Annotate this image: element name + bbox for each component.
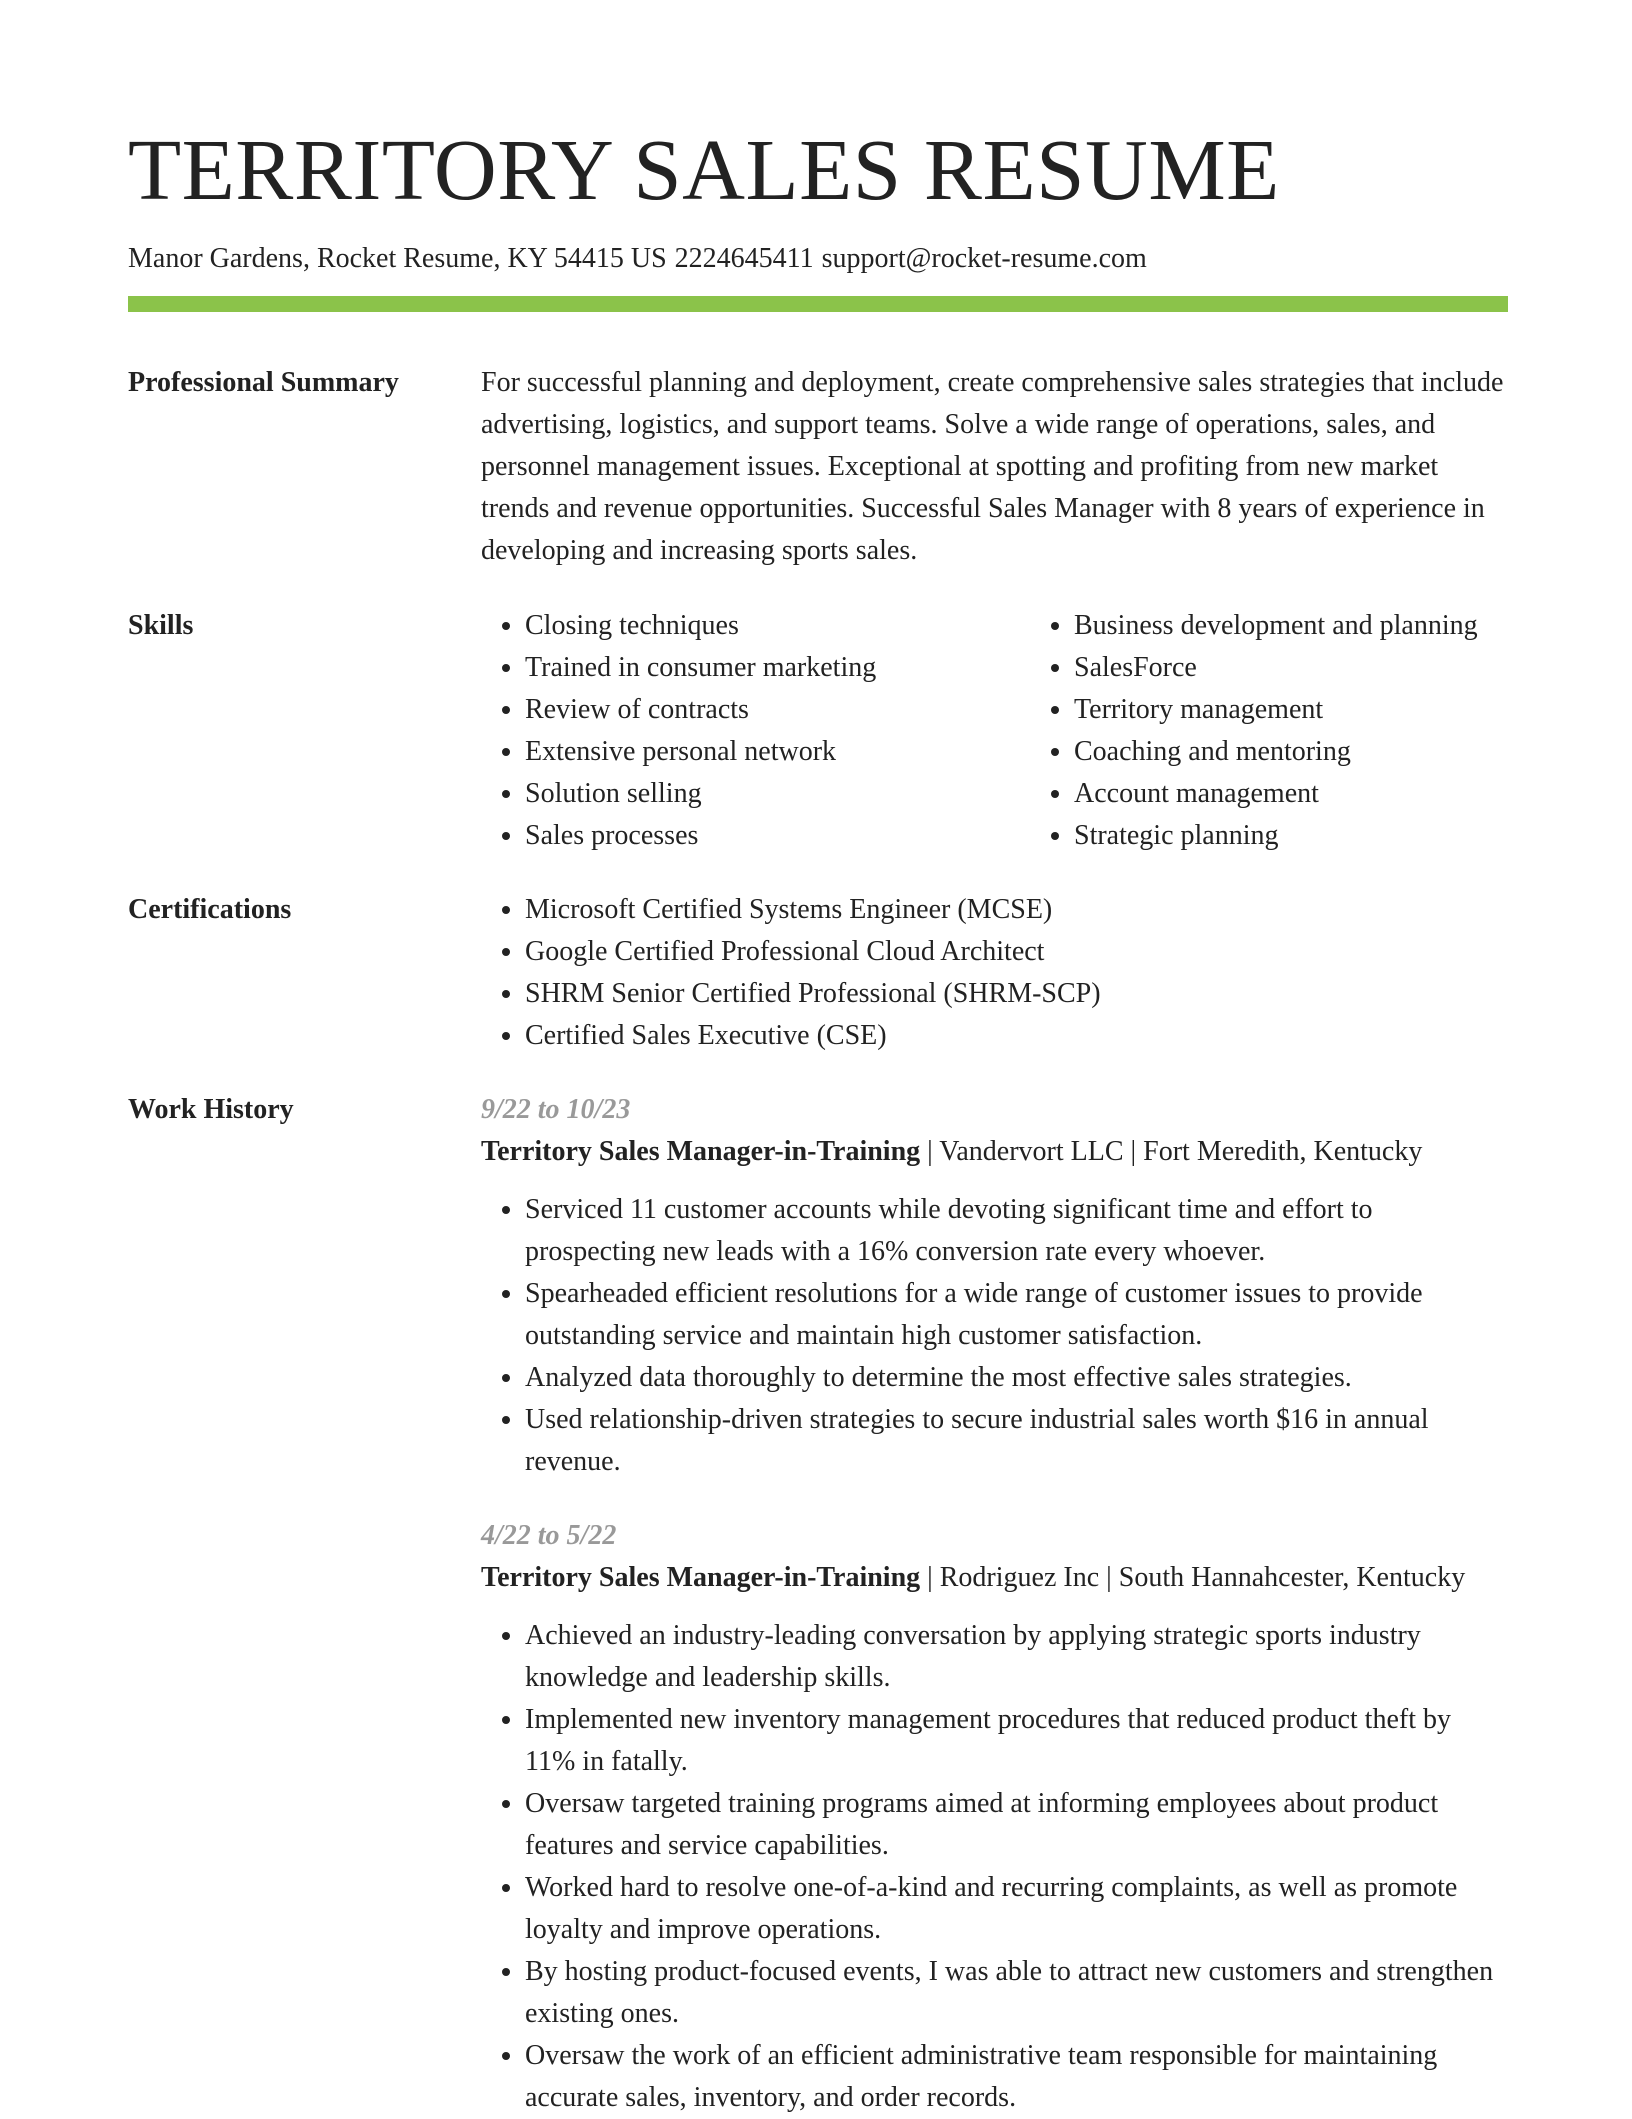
job-entry (481, 1089, 1508, 1483)
skill-item: • Solution selling (525, 773, 1030, 815)
contact-phone: 2224645411 (674, 243, 814, 274)
job-title: Territory Sales Manager-in-Training (481, 1562, 921, 1593)
skills-list-right (1030, 605, 1594, 857)
job-bullet: • Serviced 11 customer accounts while devoting significant time and effort to prospecting new leads with a 16% conversion rate every whoever. (525, 1189, 1508, 1273)
skill-item: • Review of contracts (525, 689, 1030, 731)
certification-item: • Google Certified Professional Cloud Architect (525, 931, 1508, 973)
job-bullets (481, 1189, 1508, 1483)
job-company: Rodriguez Inc (939, 1562, 1100, 1593)
certifications-list (481, 889, 1508, 1057)
job-bullet: • Used relationship-driven strategies to secure industrial sales worth $16 in annual revenue. (525, 1399, 1508, 1483)
certifications-body (481, 889, 1508, 1057)
contact-line (128, 242, 1508, 276)
header-divider (128, 296, 1508, 312)
skill-item: • Strategic planning (1074, 815, 1594, 857)
skill-item: • Trained in consumer marketing (525, 647, 1030, 689)
certification-item: • SHRM Senior Certified Professional (SHRM-SCP) (525, 973, 1508, 1015)
job-heading: Territory Sales Manager-in-Training | Vandervort LLC | Fort Meredith, Kentucky (481, 1136, 1423, 1167)
job-entry (481, 1515, 1508, 2119)
section-work-history (128, 1089, 1508, 2119)
contact-email: support@rocket-resume.com (821, 243, 1147, 274)
job-bullet: • Analyzed data thoroughly to determine the most effective sales strategies. (525, 1357, 1508, 1399)
job-heading: Territory Sales Manager-in-Training | Rodriguez Inc | South Hannahcester, Kentucky (481, 1562, 1466, 1593)
summary-text: For successful planning and deployment, create comprehensive sales strategies that include advertising, logistics, and support teams. Solve a wide range of operations, sales, and personnel management issues. Exceptional at spotting and profiting from new market trends and revenue opportunities. Successful Sales Manager with 8 years of experience in developing and increasing sports sales. (481, 367, 1504, 566)
section-label-skills: Skills (128, 610, 194, 641)
section-label-certifications: Certifications (128, 894, 292, 925)
skill-item: • Business development and planning (1074, 605, 1594, 647)
skill-item: • Extensive personal network (525, 731, 1030, 773)
job-bullet: • Oversaw targeted training programs aimed at informing employees about product features and service capabilities. (525, 1783, 1508, 1867)
job-bullet: • Achieved an industry-leading conversation by applying strategic sports industry knowledge and leadership skills. (525, 1615, 1508, 1699)
certification-item: • Certified Sales Executive (CSE) (525, 1015, 1508, 1057)
job-bullet: • Implemented new inventory management procedures that reduced product theft by 11% in fatally. (525, 1699, 1508, 1783)
section-professional-summary (128, 362, 1508, 572)
job-location: South Hannahcester, Kentucky (1118, 1562, 1466, 1593)
section-label-summary: Professional Summary (128, 367, 399, 398)
job-dates: 9/22 to 10/23 (481, 1094, 631, 1125)
skills-list-left (481, 605, 1030, 857)
job-title: Territory Sales Manager-in-Training (481, 1136, 921, 1167)
work-history-body (481, 1089, 1508, 2119)
section-certifications (128, 889, 1508, 1057)
job-dates: 4/22 to 5/22 (481, 1520, 617, 1551)
section-label-work-history: Work History (128, 1094, 294, 1125)
skill-item: • Sales processes (525, 815, 1030, 857)
skill-item: • Territory management (1074, 689, 1594, 731)
job-bullet: • Spearheaded efficient resolutions for a wide range of customer issues to provide outstanding service and maintain high customer satisfaction. (525, 1273, 1508, 1357)
resume-page (128, 0, 1508, 2119)
skill-item: • Account management (1074, 773, 1594, 815)
skill-item: • Closing techniques (525, 605, 1030, 647)
skills-body (481, 605, 1594, 857)
job-location: Fort Meredith, Kentucky (1143, 1136, 1423, 1167)
certification-item: • Microsoft Certified Systems Engineer (MCSE) (525, 889, 1508, 931)
job-bullets (481, 1615, 1508, 2119)
resume-title: TERRITORY SALES RESUME (128, 121, 1280, 218)
section-skills (128, 605, 1508, 857)
job-bullet: • Oversaw the work of an efficient administrative team responsible for maintaining accurate sales, inventory, and order records. (525, 2035, 1508, 2119)
job-bullet: • By hosting product-focused events, I was able to attract new customers and strengthen existing ones. (525, 1951, 1508, 2035)
job-bullet: • Worked hard to resolve one-of-a-kind and recurring complaints, as well as promote loyalty and improve operations. (525, 1867, 1508, 1951)
skills-grid (481, 605, 1594, 857)
job-company: Vandervort LLC (939, 1136, 1124, 1167)
skill-item: • SalesForce (1074, 647, 1594, 689)
contact-address: Manor Gardens, Rocket Resume, KY 54415 US (128, 243, 667, 274)
skill-item: • Coaching and mentoring (1074, 731, 1594, 773)
